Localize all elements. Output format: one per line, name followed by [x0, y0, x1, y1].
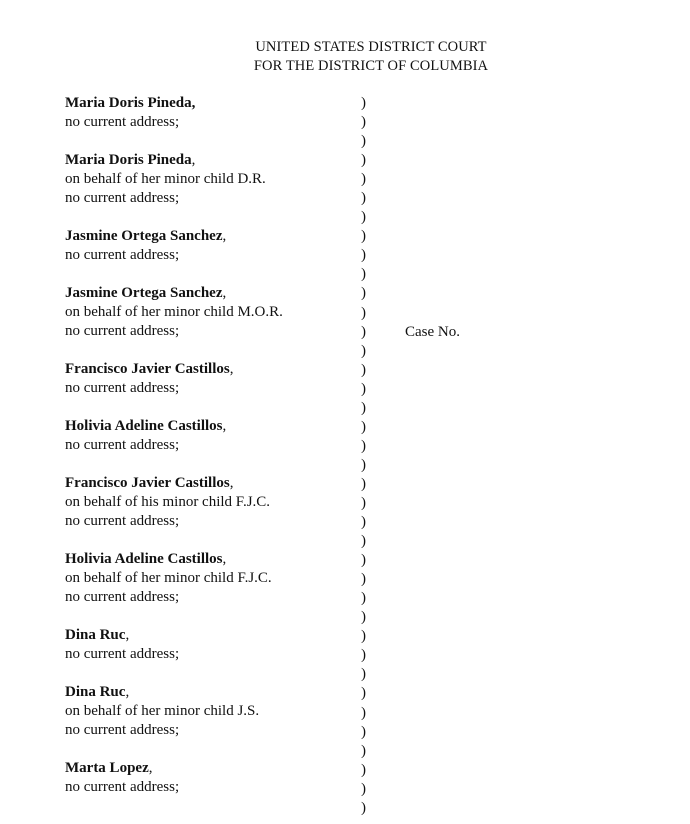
- caption-paren: ): [361, 494, 366, 511]
- caption-paren: ): [361, 590, 366, 607]
- caption-paren: ): [361, 704, 366, 721]
- caption-paren: ): [361, 190, 366, 207]
- caption-paren: ): [361, 533, 366, 550]
- caption-paren: ): [361, 456, 366, 473]
- party-name: [65, 417, 365, 436]
- party-name-text: Maria Doris Pineda: [65, 95, 192, 111]
- party-name-text: Holivia Adeline Castillos: [65, 418, 223, 434]
- party-name: [65, 550, 365, 569]
- caption-paren: ): [361, 133, 366, 150]
- party-detail-line: no current address;: [65, 380, 180, 396]
- caption-paren: ): [361, 685, 366, 702]
- party-name-text: Francisco Javier Castillos: [65, 361, 230, 377]
- party-name-comma: ,: [229, 475, 234, 491]
- caption-paren: ): [361, 475, 366, 492]
- court-district: FOR THE DISTRICT OF COLUMBIA: [253, 58, 489, 74]
- case-number-label: Case No.: [405, 324, 460, 340]
- caption-paren: ): [361, 723, 366, 740]
- party-detail-line: no current address;: [65, 646, 180, 662]
- party-name: [65, 94, 365, 113]
- caption-paren: ): [361, 742, 366, 759]
- caption-paren: ): [361, 152, 366, 169]
- party-name-comma: ,: [222, 551, 227, 567]
- caption-paren: ): [361, 571, 366, 588]
- party-name-text: Maria Doris Pineda: [65, 152, 192, 168]
- caption-paren: ): [361, 647, 366, 664]
- party-detail-line: no current address;: [65, 190, 180, 206]
- party-name-text: Marta Lopez: [65, 760, 149, 776]
- party-detail-line: no current address;: [65, 437, 180, 453]
- caption-paren: ): [361, 171, 366, 188]
- party-name-text: Dina Ruc: [65, 684, 126, 700]
- party-block: [65, 550, 365, 607]
- court-header: [0, 38, 690, 76]
- party-name: [65, 360, 365, 379]
- party-detail-line: no current address;: [65, 513, 180, 529]
- party-detail-line: on behalf of her minor child F.J.C.: [65, 570, 272, 586]
- party-name-comma: ,: [222, 285, 227, 301]
- caption-paren: ): [361, 247, 366, 264]
- caption-paren: ): [361, 609, 366, 626]
- caption-paren: ): [361, 266, 366, 283]
- party-block: [65, 474, 365, 531]
- party-name-comma: ,: [125, 627, 130, 643]
- party-block: [65, 151, 365, 208]
- caption-paren: ): [361, 209, 366, 226]
- party-name: [65, 474, 365, 493]
- caption-paren: ): [361, 380, 366, 397]
- caption-paren: ): [361, 514, 366, 531]
- party-detail-line: on behalf of her minor child D.R.: [65, 171, 266, 187]
- party-block: [65, 417, 365, 455]
- party-block: [65, 360, 365, 398]
- caption-paren: ): [361, 437, 366, 454]
- party-block: [65, 284, 365, 341]
- party-name-comma: ,: [191, 152, 196, 168]
- party-name: [65, 626, 365, 645]
- party-detail-line: on behalf of her minor child M.O.R.: [65, 304, 283, 320]
- party-detail-line: no current address;: [65, 323, 180, 339]
- party-name-text: Jasmine Ortega Sanchez: [65, 228, 223, 244]
- party-name-comma: ,: [222, 228, 227, 244]
- court-name: UNITED STATES DISTRICT COURT: [255, 39, 487, 55]
- caption-paren: ): [361, 95, 366, 111]
- party-name-comma: ,: [125, 684, 130, 700]
- caption-paren: ): [361, 628, 366, 645]
- party-name: [65, 227, 365, 246]
- caption-paren: ): [361, 399, 366, 416]
- caption-paren: ): [361, 285, 366, 302]
- party-name-comma: ,: [229, 361, 234, 377]
- caption-paren: ): [361, 304, 366, 321]
- party-name: [65, 284, 365, 303]
- party-block: [65, 227, 365, 265]
- party-detail-line: no current address;: [65, 779, 180, 795]
- party-detail-line: no current address;: [65, 114, 180, 130]
- caption-paren: ): [361, 323, 366, 340]
- caption-paren: ): [361, 228, 366, 245]
- party-name-comma: ,: [191, 95, 196, 111]
- party-name: [65, 683, 365, 702]
- caption-paren: ): [361, 114, 366, 131]
- caption-paren: ): [361, 418, 366, 435]
- party-block: [65, 683, 365, 740]
- party-name: [65, 151, 365, 170]
- plaintiffs-caption: [65, 94, 365, 797]
- party-name: [65, 759, 365, 778]
- party-name-comma: ,: [222, 418, 227, 434]
- party-name-text: Jasmine Ortega Sanchez: [65, 285, 223, 301]
- party-detail-line: no current address;: [65, 589, 180, 605]
- party-name-text: Dina Ruc: [65, 627, 126, 643]
- party-block: [65, 759, 365, 797]
- party-block: [65, 94, 365, 132]
- caption-paren: ): [361, 552, 366, 569]
- party-name-comma: ,: [148, 760, 153, 776]
- caption-paren: ): [361, 361, 366, 378]
- party-detail-line: no current address;: [65, 722, 180, 738]
- party-name-text: Holivia Adeline Castillos: [65, 551, 223, 567]
- caption-paren: ): [361, 799, 366, 816]
- caption-paren: ): [361, 780, 366, 797]
- party-detail-line: on behalf of her minor child J.S.: [65, 703, 260, 719]
- caption-parentheses-column: [361, 94, 371, 818]
- caption-paren: ): [361, 761, 366, 778]
- party-detail-line: no current address;: [65, 247, 180, 263]
- caption-paren: ): [361, 342, 366, 359]
- party-name-text: Francisco Javier Castillos: [65, 475, 230, 491]
- caption-paren: ): [361, 666, 366, 683]
- party-block: [65, 626, 365, 664]
- party-detail-line: on behalf of his minor child F.J.C.: [65, 494, 271, 510]
